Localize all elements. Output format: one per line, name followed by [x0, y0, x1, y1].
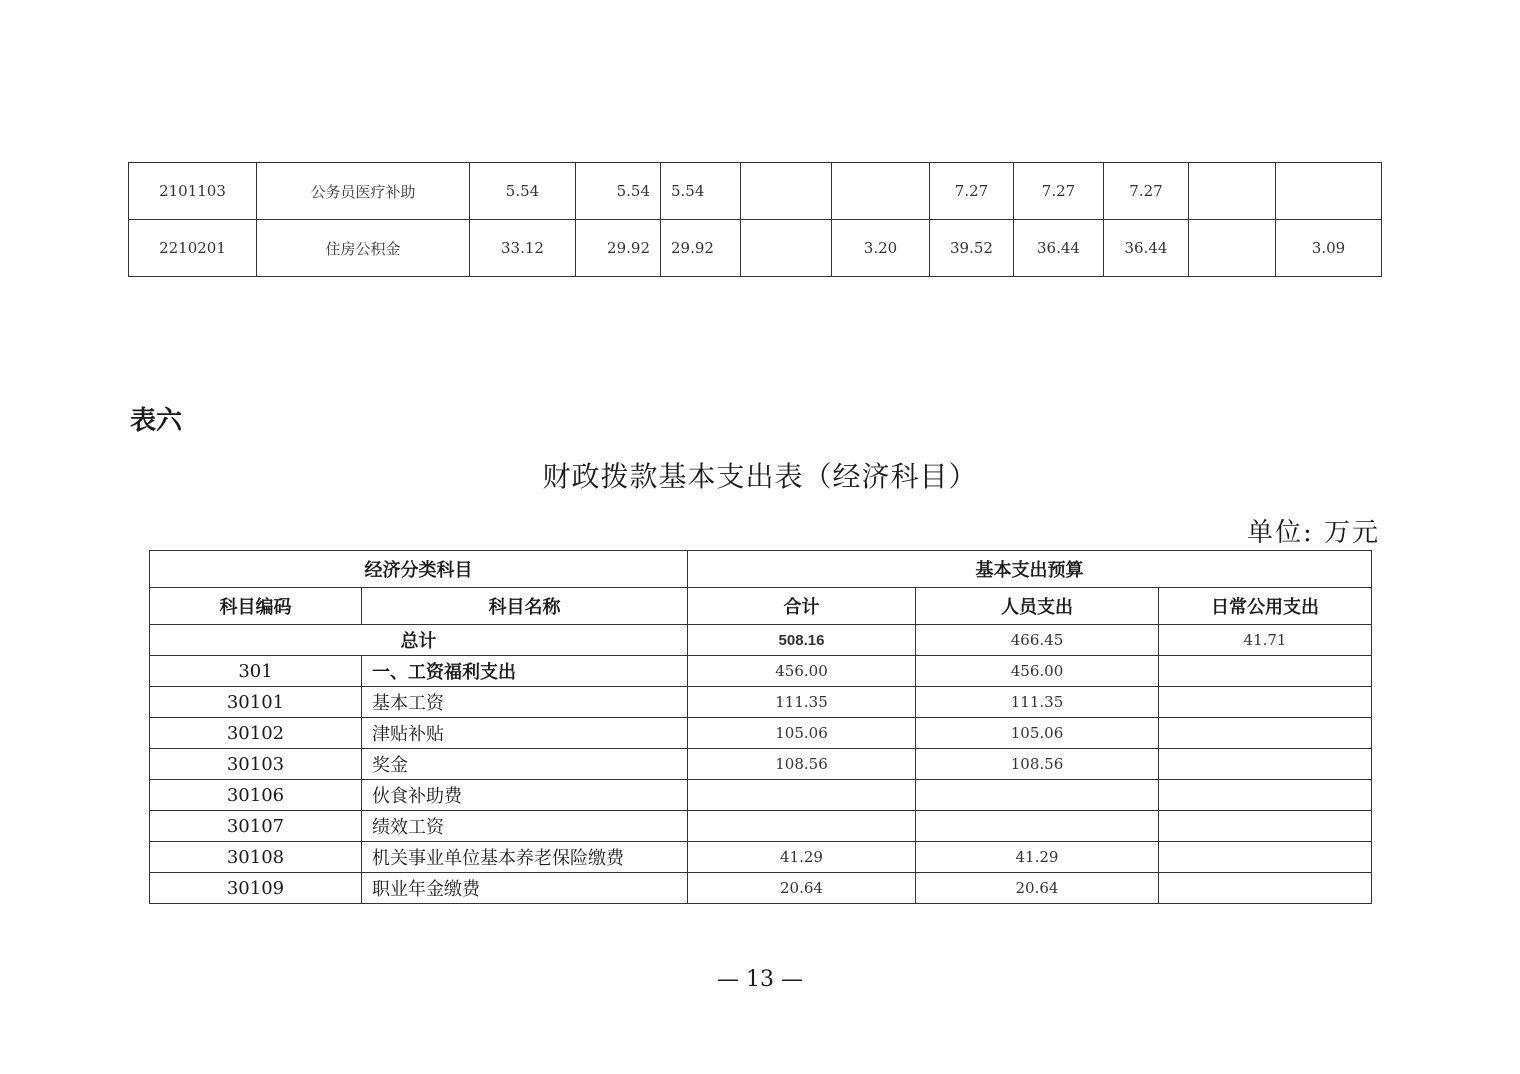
total-value: 456.00	[688, 656, 916, 687]
table-row	[150, 656, 1372, 687]
total-value: 20.64	[688, 873, 916, 904]
subject-code: 2101103	[129, 163, 257, 220]
public-value: 41.71	[1159, 625, 1372, 656]
table-row	[150, 687, 1372, 718]
cell-value: 7.27	[1104, 163, 1189, 220]
cell-value: 3.09	[1276, 220, 1382, 277]
public-value	[1159, 656, 1372, 687]
subject-name: 住房公积金	[257, 220, 470, 277]
total-row	[150, 625, 1372, 656]
subject-code: 30106	[150, 780, 362, 811]
cell-value	[1189, 163, 1276, 220]
table-row	[129, 220, 1382, 277]
total-value: 508.16	[688, 625, 916, 656]
header-row	[150, 551, 1372, 588]
cell-value: 33.12	[470, 220, 576, 277]
public-value	[1159, 873, 1372, 904]
cell-value	[832, 163, 930, 220]
header-row	[150, 588, 1372, 625]
total-value	[688, 780, 916, 811]
table-row	[150, 811, 1372, 842]
header-subject-name: 科目名称	[362, 588, 688, 625]
continuation-table	[128, 162, 1382, 277]
table-label: 表六	[130, 406, 183, 436]
subject-name: 一、工资福利支出	[362, 656, 688, 687]
total-label: 总计	[150, 625, 688, 656]
subject-name: 奖金	[362, 749, 688, 780]
table-row	[129, 163, 1382, 220]
cell-value: 29.92	[661, 220, 741, 277]
personnel-value	[916, 780, 1159, 811]
table-row	[150, 780, 1372, 811]
cell-value: 5.54	[661, 163, 741, 220]
subject-name: 津贴补贴	[362, 718, 688, 749]
personnel-value: 108.56	[916, 749, 1159, 780]
personnel-value: 466.45	[916, 625, 1159, 656]
personnel-value: 20.64	[916, 873, 1159, 904]
personnel-value: 105.06	[916, 718, 1159, 749]
cell-value	[741, 163, 832, 220]
header-basic-budget: 基本支出预算	[688, 551, 1372, 588]
cell-value: 5.54	[576, 163, 661, 220]
cell-value: 3.20	[832, 220, 930, 277]
subject-name: 基本工资	[362, 687, 688, 718]
subject-name: 绩效工资	[362, 811, 688, 842]
total-value: 41.29	[688, 842, 916, 873]
public-value	[1159, 718, 1372, 749]
subject-name: 机关事业单位基本养老保险缴费	[362, 842, 688, 873]
page-number: — 13 —	[717, 967, 803, 992]
total-value: 105.06	[688, 718, 916, 749]
total-value: 111.35	[688, 687, 916, 718]
total-value	[688, 811, 916, 842]
header-subject-code: 科目编码	[150, 588, 362, 625]
personnel-value: 456.00	[916, 656, 1159, 687]
table-row	[150, 718, 1372, 749]
total-value: 108.56	[688, 749, 916, 780]
cell-value: 7.27	[1014, 163, 1104, 220]
personnel-value: 41.29	[916, 842, 1159, 873]
header-total: 合计	[688, 588, 916, 625]
table-row	[150, 749, 1372, 780]
subject-name: 伙食补助费	[362, 780, 688, 811]
table-row	[150, 873, 1372, 904]
public-value	[1159, 749, 1372, 780]
subject-code: 30102	[150, 718, 362, 749]
subject-code: 30108	[150, 842, 362, 873]
cell-value: 39.52	[930, 220, 1014, 277]
unit-label: 单位: 万元	[1246, 518, 1380, 548]
header-personnel: 人员支出	[916, 588, 1159, 625]
cell-value: 7.27	[930, 163, 1014, 220]
subject-code: 30103	[150, 749, 362, 780]
cell-value: 5.54	[470, 163, 576, 220]
public-value	[1159, 811, 1372, 842]
personnel-value	[916, 811, 1159, 842]
subject-code: 30107	[150, 811, 362, 842]
subject-name: 公务员医疗补助	[257, 163, 470, 220]
cell-value	[1189, 220, 1276, 277]
public-value	[1159, 842, 1372, 873]
cell-value: 36.44	[1014, 220, 1104, 277]
table-row	[150, 842, 1372, 873]
cell-value	[741, 220, 832, 277]
cell-value: 36.44	[1104, 220, 1189, 277]
subject-code: 301	[150, 656, 362, 687]
cell-value: 29.92	[576, 220, 661, 277]
public-value	[1159, 687, 1372, 718]
header-economic-category: 经济分类科目	[150, 551, 688, 588]
subject-code: 30101	[150, 687, 362, 718]
subject-name: 职业年金缴费	[362, 873, 688, 904]
public-value	[1159, 780, 1372, 811]
header-public: 日常公用支出	[1159, 588, 1372, 625]
personnel-value: 111.35	[916, 687, 1159, 718]
cell-value	[1276, 163, 1382, 220]
page-title: 财政拨款基本支出表（经济科目）	[542, 460, 978, 493]
subject-code: 30109	[150, 873, 362, 904]
subject-code: 2210201	[129, 220, 257, 277]
basic-expenditure-table	[149, 550, 1372, 904]
